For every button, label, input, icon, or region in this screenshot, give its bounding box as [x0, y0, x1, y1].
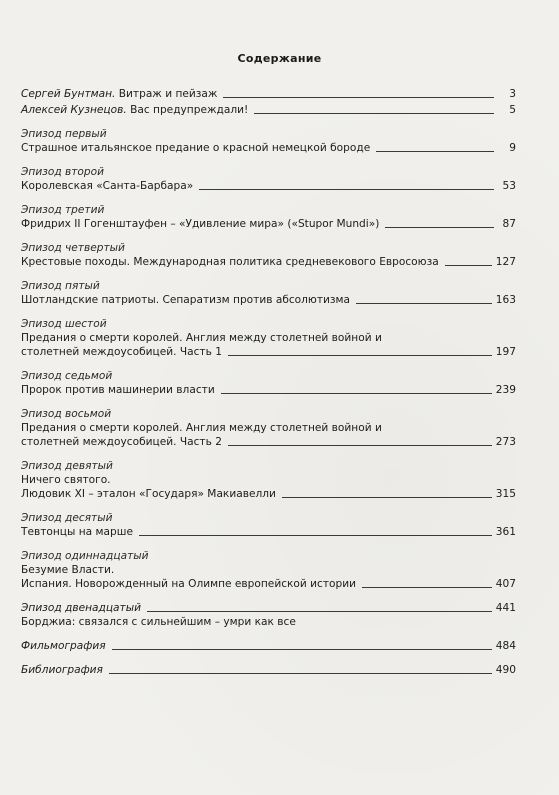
episode-label: Эпизод десятый [21, 512, 113, 524]
episode-title-line: столетней междоусобицей. Часть 2 [21, 436, 222, 448]
episode-title: Тевтонцы на марше [21, 526, 133, 538]
page-number: 197 [495, 346, 516, 358]
episode-title-line: Испания. Новорожденный на Олимпе европейской истории [21, 578, 357, 590]
dot-leader [228, 445, 492, 446]
episode-label: Эпизод девятый [21, 460, 113, 472]
episode-label: Эпизод четвертый [21, 242, 125, 254]
dot-leader [147, 611, 492, 612]
episode-label: Эпизод третий [21, 204, 105, 216]
toc-title: Содержание [237, 52, 322, 65]
entry-text: Витраж и пейзаж [118, 88, 218, 100]
episode-label: Эпизод второй [21, 166, 105, 178]
entry-author: Сергей Бунтман. [21, 88, 116, 100]
dot-leader [445, 265, 492, 266]
episode-title-line: Предания о смерти королей. Англия между столетней войной и [21, 332, 382, 344]
toc-entry-episode-11 [21, 549, 516, 591]
entry-author: Алексей Кузнецов. [21, 104, 127, 116]
dot-leader [362, 587, 492, 588]
dot-leader [199, 189, 494, 190]
toc-entry-intro-2 [21, 103, 516, 117]
entry-text: Вас предупреждали! [130, 104, 249, 116]
episode-title: Страшное итальянское предание о красной немецкой бороде [21, 142, 371, 154]
toc-entry-episode-7 [21, 369, 516, 397]
appendix-title: Библиография [21, 664, 103, 676]
page-number: 315 [495, 488, 516, 500]
page-number: 441 [495, 602, 516, 614]
episode-title-line: Людовик XI – эталон «Государя» Макиавелли [21, 488, 276, 500]
toc-entry-episode-5 [21, 279, 516, 307]
toc-entry-episode-6 [21, 317, 516, 359]
page-number: 490 [495, 664, 516, 676]
episode-label: Эпизод первый [21, 128, 107, 140]
episode-title-line: Безумие Власти. [21, 564, 115, 576]
episode-title: Фридрих II Гогенштауфен – «Удивление мира» («Stupor Mundi») [21, 218, 380, 230]
toc-entry-bibliography [21, 663, 516, 677]
episode-title: Королевская «Санта-Барбара» [21, 180, 194, 192]
dot-leader [139, 535, 492, 536]
page-number: 3 [509, 88, 516, 100]
dot-leader [254, 113, 494, 114]
episode-title-line: Предания о смерти королей. Англия между столетней войной и [21, 422, 382, 434]
toc-entry-episode-8 [21, 407, 516, 449]
page-number: 361 [495, 526, 516, 538]
episode-label: Эпизод восьмой [21, 408, 112, 420]
page-number: 273 [495, 436, 516, 448]
page-number: 53 [502, 180, 516, 192]
page-number: 407 [495, 578, 516, 590]
episode-label: Эпизод шестой [21, 318, 107, 330]
episode-title-line: Ничего святого. [21, 474, 111, 486]
dot-leader [109, 673, 492, 674]
page-number: 239 [495, 384, 516, 396]
toc-entry-episode-10 [21, 511, 516, 539]
dot-leader [282, 497, 492, 498]
episode-title: Борджиа: связался с сильнейшим – умри как все [21, 616, 296, 628]
dot-leader [376, 151, 494, 152]
episode-title-line: столетней междоусобицей. Часть 1 [21, 346, 222, 358]
episode-title: Крестовые походы. Международная политика средневекового Евросоюза [21, 256, 439, 268]
dot-leader [221, 393, 492, 394]
dot-leader [385, 227, 494, 228]
page-number: 163 [495, 294, 516, 306]
toc-entry-episode-1 [21, 127, 516, 155]
toc-entry-episode-9 [21, 459, 516, 501]
page-number: 9 [509, 142, 516, 154]
page-number: 5 [509, 104, 516, 116]
episode-title: Шотландские патриоты. Сепаратизм против абсолютизма [21, 294, 351, 306]
episode-label: Эпизод седьмой [21, 370, 113, 382]
dot-leader [356, 303, 492, 304]
episode-label: Эпизод двенадцатый [21, 602, 141, 614]
toc-entry-episode-2 [21, 165, 516, 193]
page-number: 87 [502, 218, 516, 230]
page-number: 127 [495, 256, 516, 268]
toc-entry-episode-12 [21, 601, 516, 629]
table-of-contents [21, 87, 516, 687]
toc-entry-episode-4 [21, 241, 516, 269]
episode-title: Пророк против машинерии власти [21, 384, 215, 396]
dot-leader [223, 97, 494, 98]
episode-label: Эпизод пятый [21, 280, 100, 292]
dot-leader [228, 355, 492, 356]
page-number: 484 [495, 640, 516, 652]
dot-leader [112, 649, 492, 650]
toc-entry-intro-1 [21, 87, 516, 101]
toc-entry-episode-3 [21, 203, 516, 231]
appendix-title: Фильмография [21, 640, 106, 652]
episode-label: Эпизод одиннадцатый [21, 550, 149, 562]
toc-entry-filmography [21, 639, 516, 653]
